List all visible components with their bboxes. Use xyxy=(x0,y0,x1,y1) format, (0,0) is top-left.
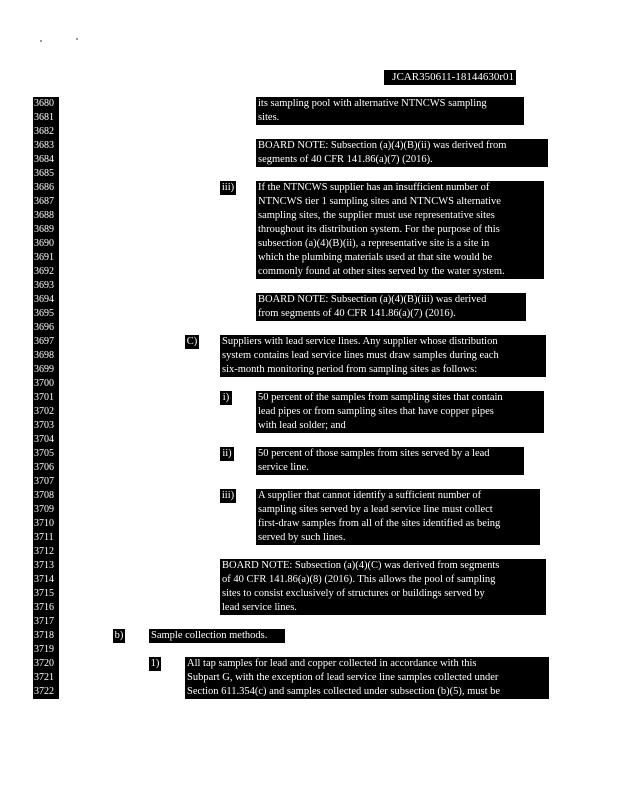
board-note-a4Bii xyxy=(256,139,548,167)
text-line: throughout its distribution system. For the purpose of this xyxy=(258,224,500,235)
line-number: 3682 xyxy=(33,125,59,139)
text-line: commonly found at other sites served by the water system. xyxy=(258,266,505,277)
line-number: 3722 xyxy=(33,685,59,699)
line-number: 3713 xyxy=(33,559,59,573)
line-number: 3719 xyxy=(33,643,59,657)
line-number: 3684 xyxy=(33,153,59,167)
text-line: with lead solder; and xyxy=(258,420,346,431)
line-number: 3699 xyxy=(33,363,59,377)
label-ii: ii) xyxy=(220,447,234,461)
line-number: 3689 xyxy=(33,223,59,237)
label-i: i) xyxy=(220,391,232,405)
line-number: 3681 xyxy=(33,111,59,125)
line-number: 3697 xyxy=(33,335,59,349)
line-number: 3714 xyxy=(33,573,59,587)
text-line: A supplier that cannot identify a sufficient number of xyxy=(258,490,482,501)
label-C: C) xyxy=(186,336,198,347)
line-number: 3715 xyxy=(33,587,59,601)
text-line: sites to consist exclusively of structures or buildings served by xyxy=(222,588,485,599)
text-block-insufficient-sites xyxy=(256,181,544,279)
text-block-50-percent-service-line xyxy=(256,447,524,475)
label-1: 1) xyxy=(150,658,160,669)
label-b: b) xyxy=(114,630,124,641)
text-line: from segments of 40 CFR 141.86(a)(7) (2016). xyxy=(258,308,456,319)
line-number: 3708 xyxy=(33,489,59,503)
line-number: 3685 xyxy=(33,167,59,181)
line-number: 3690 xyxy=(33,237,59,251)
scan-artifact xyxy=(40,38,90,44)
text-line: Subpart G, with the exception of lead service line samples collected under xyxy=(187,672,499,683)
line-number: 3712 xyxy=(33,545,59,559)
text-line: Section 611.354(c) and samples collected under subsection (b)(5), must be xyxy=(187,686,501,697)
text-block-lead-service-lines xyxy=(220,335,546,377)
line-number: 3707 xyxy=(33,475,59,489)
text-line: If the NTNCWS supplier has an insufficient number of xyxy=(258,182,490,193)
line-number: 3717 xyxy=(33,615,59,629)
text-line: BOARD NOTE: Subsection (a)(4)(B)(ii) was derived from xyxy=(258,140,507,151)
text-line: system contains lead service lines must draw samples during each xyxy=(222,350,499,361)
text-line: served by such lines. xyxy=(258,532,346,543)
line-number: 3687 xyxy=(33,195,59,209)
text-line: which the plumbing materials used at that site would be xyxy=(258,252,493,263)
line-number: 3680 xyxy=(33,97,59,111)
board-note-a4Biii xyxy=(256,293,526,321)
line-number: 3700 xyxy=(33,377,59,391)
line-number: 3716 xyxy=(33,601,59,615)
line-number: 3709 xyxy=(33,503,59,517)
line-number: 3695 xyxy=(33,307,59,321)
text-line: 50 percent of those samples from sites served by a lead xyxy=(258,448,490,459)
line-number: 3696 xyxy=(33,321,59,335)
line-number: 3721 xyxy=(33,671,59,685)
text-block-tap-samples xyxy=(185,657,549,699)
board-note-a4C xyxy=(220,559,546,615)
heading-sample-collection-methods xyxy=(149,629,285,643)
line-number: 3702 xyxy=(33,405,59,419)
line-number: 3686 xyxy=(33,181,59,195)
text-line: 50 percent of the samples from sampling sites that contain xyxy=(258,392,503,403)
line-number: 3711 xyxy=(33,531,59,545)
line-number: 3693 xyxy=(33,279,59,293)
line-number: 3706 xyxy=(33,461,59,475)
text-line: segments of 40 CFR 141.86(a)(7) (2016). xyxy=(258,154,433,165)
text-line: BOARD NOTE: Subsection (a)(4)(C) was derived from segments xyxy=(222,560,500,571)
text-line: BOARD NOTE: Subsection (a)(4)(B)(iii) was derived xyxy=(258,294,487,305)
line-number: 3691 xyxy=(33,251,59,265)
text-block-sampling-pool xyxy=(256,97,524,125)
text-line: service line. xyxy=(258,462,309,473)
text-line: sampling sites served by a lead service line must collect xyxy=(258,504,493,515)
text-block-first-draw-samples xyxy=(256,489,540,545)
line-number: 3710 xyxy=(33,517,59,531)
line-number: 3720 xyxy=(33,657,59,671)
text-line: All tap samples for lead and copper collected in accordance with this xyxy=(187,658,477,669)
line-number: 3704 xyxy=(33,433,59,447)
line-number: 3701 xyxy=(33,391,59,405)
text-block-50-percent-lead-pipes xyxy=(256,391,544,433)
text-line: Suppliers with lead service lines. Any supplier whose distribution xyxy=(222,336,498,347)
text-line: six-month monitoring period from sampling sites as follows: xyxy=(222,364,478,375)
text-line: its sampling pool with alternative NTNCWS sampling xyxy=(258,98,487,109)
line-number: 3694 xyxy=(33,293,59,307)
text-line: Sample collection methods. xyxy=(151,630,268,641)
line-number: 3692 xyxy=(33,265,59,279)
line-number: 3698 xyxy=(33,349,59,363)
text-line: lead pipes or from sampling sites that have copper pipes xyxy=(258,406,494,417)
text-line: subsection (a)(4)(B)(ii), a representative site is a site in xyxy=(258,238,490,249)
line-number: 3705 xyxy=(33,447,59,461)
text-line: first-draw samples from all of the sites identified as being xyxy=(258,518,501,529)
label-iii-second: iii) xyxy=(221,490,235,501)
text-line: lead service lines. xyxy=(222,602,297,613)
document-id-header: JCAR350611-18144630r01 xyxy=(384,70,516,85)
label-iii: iii) xyxy=(221,182,235,193)
text-line: sampling sites, the supplier must use representative sites xyxy=(258,210,495,221)
line-number: 3703 xyxy=(33,419,59,433)
line-number: 3718 xyxy=(33,629,59,643)
line-number: 3683 xyxy=(33,139,59,153)
text-line: NTNCWS tier 1 sampling sites and NTNCWS alternative xyxy=(258,196,501,207)
line-number-column xyxy=(33,97,59,699)
line-number: 3688 xyxy=(33,209,59,223)
text-line: of 40 CFR 141.86(a)(8) (2016). This allows the pool of sampling xyxy=(222,574,496,585)
text-line: sites. xyxy=(258,112,280,123)
